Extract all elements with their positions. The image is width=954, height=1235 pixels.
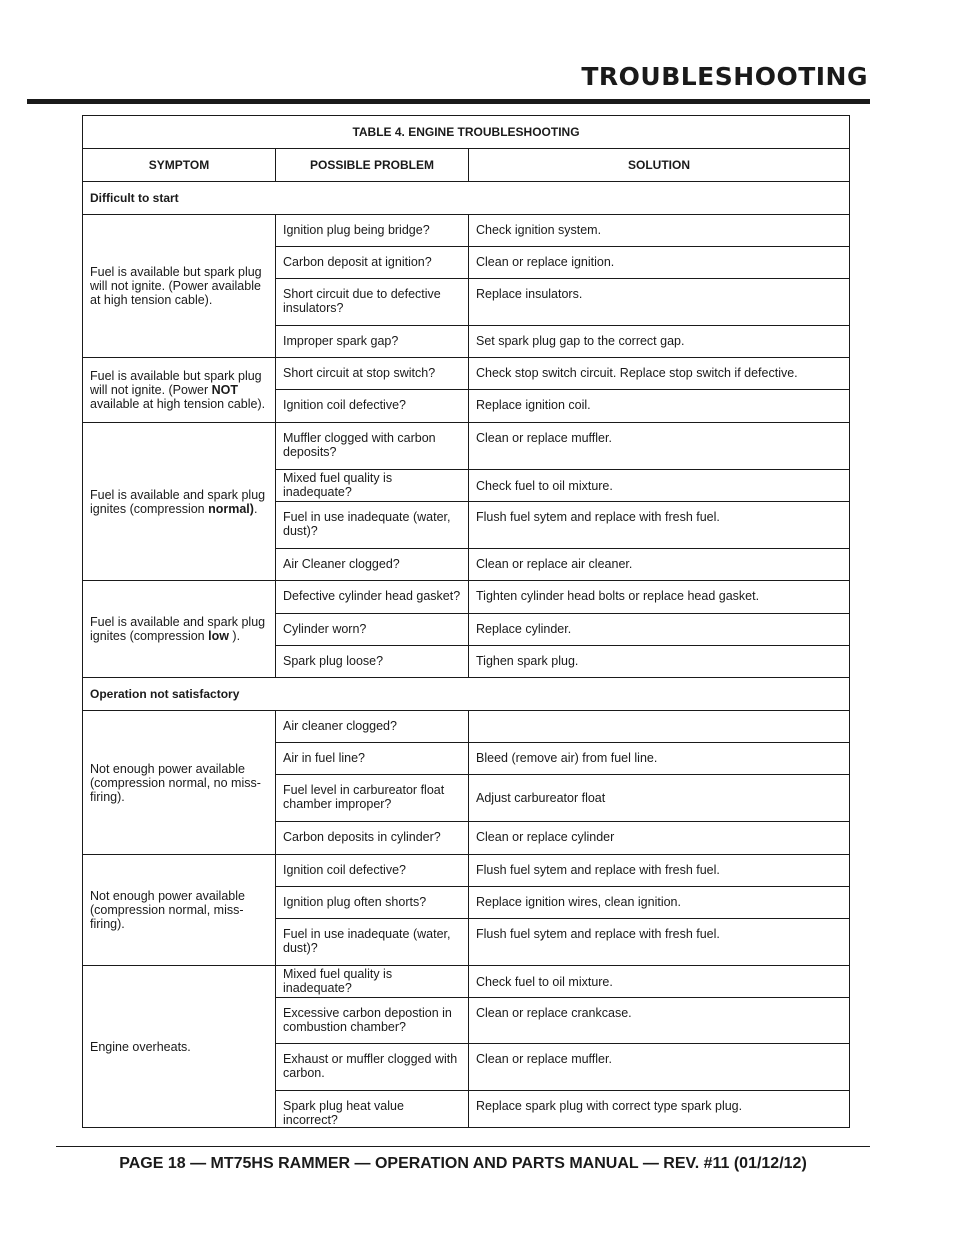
problem-cell: Ignition plug being bridge? <box>276 215 469 247</box>
solution-cell: Flush fuel sytem and replace with fresh fuel. <box>469 919 850 966</box>
symptom-text: Fuel is available and spark plug ignites (compression <box>90 615 266 643</box>
problem-cell: Muffler clogged with carbon deposits? <box>276 423 469 470</box>
problem-cell: Spark plug heat value incorrect? <box>276 1091 469 1128</box>
symptom-cell <box>83 966 276 1128</box>
table-row <box>83 358 850 390</box>
symptom-text: Not enough power available (compression normal, miss-firing). <box>90 889 245 931</box>
solution-cell: Replace ignition wires, clean ignition. <box>469 887 850 919</box>
table-row <box>83 581 850 614</box>
problem-cell: Ignition plug often shorts? <box>276 887 469 919</box>
footer-rule <box>56 1146 870 1147</box>
symptom-cell <box>83 711 276 855</box>
problem-cell: Cylinder worn? <box>276 614 469 646</box>
problem-cell: Excessive carbon depostion in combustion chamber? <box>276 998 469 1044</box>
problem-cell: Short circuit at stop switch? <box>276 358 469 390</box>
symptom-text: Fuel is available but spark plug will not ignite. (Power available at high tension cable). <box>90 265 262 307</box>
symptom-cell <box>83 423 276 581</box>
solution-cell: Flush fuel sytem and replace with fresh fuel. <box>469 502 850 549</box>
section-difficult-to-start: Difficult to start <box>83 182 850 215</box>
title-rule <box>27 99 870 104</box>
symptom-text: available at high tension cable). <box>90 397 266 411</box>
solution-cell: Tighten cylinder head bolts or replace head gasket. <box>469 581 850 614</box>
solution-cell: Clean or replace air cleaner. <box>469 549 850 581</box>
symptom-text: . <box>253 501 258 516</box>
symptom-cell <box>83 358 276 423</box>
section-operation-not-satisfactory: Operation not satisfactory <box>83 678 850 711</box>
solution-cell: Clean or replace ignition. <box>469 247 850 279</box>
solution-cell: Tighen spark plug. <box>469 646 850 678</box>
column-header-possible-problem: POSSIBLE PROBLEM <box>276 149 469 182</box>
table-row <box>83 423 850 470</box>
problem-cell: Fuel in use inadequate (water, dust)? <box>276 502 469 549</box>
solution-cell: Check fuel to oil mixture. <box>469 966 850 998</box>
solution-cell: Bleed (remove air) from fuel line. <box>469 743 850 775</box>
problem-cell: Mixed fuel quality is inadequate? <box>276 966 469 998</box>
problem-cell: Spark plug loose? <box>276 646 469 678</box>
solution-cell: Check ignition system. <box>469 215 850 247</box>
solution-cell: Check fuel to oil mixture. <box>469 470 850 502</box>
problem-cell: Air in fuel line? <box>276 743 469 775</box>
column-header-symptom: SYMPTOM <box>83 149 276 182</box>
problem-cell: Air Cleaner clogged? <box>276 549 469 581</box>
problem-cell: Air cleaner clogged? <box>276 711 469 743</box>
problem-cell: Ignition coil defective? <box>276 390 469 423</box>
problem-cell: Fuel level in carbureator float chamber improper? <box>276 775 469 822</box>
symptom-text: Fuel is available but spark plug will not ignite. (Power <box>90 369 262 397</box>
solution-cell: Replace cylinder. <box>469 614 850 646</box>
solution-cell: Replace insulators. <box>469 279 850 326</box>
symptom-cell <box>83 855 276 966</box>
problem-cell: Fuel in use inadequate (water, dust)? <box>276 919 469 966</box>
solution-cell: Replace spark plug with correct type spark plug. <box>469 1091 850 1128</box>
symptom-text: Engine overheats. <box>90 1039 191 1054</box>
symptom-text: ). <box>228 629 241 643</box>
symptom-emphasis: low <box>208 629 229 643</box>
problem-cell: Ignition coil defective? <box>276 855 469 887</box>
engine-troubleshooting-table <box>82 115 850 1128</box>
table-row <box>83 215 850 247</box>
symptom-text: Not enough power available (compression normal, no miss-firing). <box>90 761 261 804</box>
problem-cell: Carbon deposits in cylinder? <box>276 822 469 855</box>
problem-cell: Exhaust or muffler clogged with carbon. <box>276 1044 469 1091</box>
solution-cell: Adjust carbureator float <box>469 775 850 822</box>
table-row <box>83 855 850 887</box>
symptom-text: Fuel is available and spark plug ignites (compression <box>90 487 266 516</box>
problem-cell: Improper spark gap? <box>276 326 469 358</box>
table-row <box>83 966 850 998</box>
solution-cell <box>469 711 850 743</box>
page-footer: PAGE 18 — MT75HS RAMMER — OPERATION AND PARTS MANUAL — REV. #11 (01/12/12) <box>119 1155 807 1172</box>
solution-cell: Clean or replace cylinder <box>469 822 850 855</box>
table-caption: TABLE 4. ENGINE TROUBLESHOOTING <box>83 116 850 149</box>
solution-cell: Set spark plug gap to the correct gap. <box>469 326 850 358</box>
problem-cell: Short circuit due to defective insulators? <box>276 279 469 326</box>
solution-cell: Clean or replace crankcase. <box>469 998 850 1044</box>
symptom-cell <box>83 581 276 678</box>
page-title: TROUBLESHOOTING <box>581 62 868 91</box>
symptom-emphasis: NOT <box>211 383 238 397</box>
symptom-emphasis: normal) <box>208 501 254 516</box>
problem-cell: Defective cylinder head gasket? <box>276 581 469 614</box>
solution-cell: Clean or replace muffler. <box>469 1044 850 1091</box>
solution-cell: Replace ignition coil. <box>469 390 850 423</box>
solution-cell: Check stop switch circuit. Replace stop switch if defective. <box>469 358 850 390</box>
problem-cell: Mixed fuel quality is inadequate? <box>276 470 469 502</box>
solution-cell: Flush fuel sytem and replace with fresh fuel. <box>469 855 850 887</box>
solution-cell: Clean or replace muffler. <box>469 423 850 470</box>
symptom-cell <box>83 215 276 358</box>
column-header-solution: SOLUTION <box>469 149 850 182</box>
table-row <box>83 711 850 743</box>
problem-cell: Carbon deposit at ignition? <box>276 247 469 279</box>
